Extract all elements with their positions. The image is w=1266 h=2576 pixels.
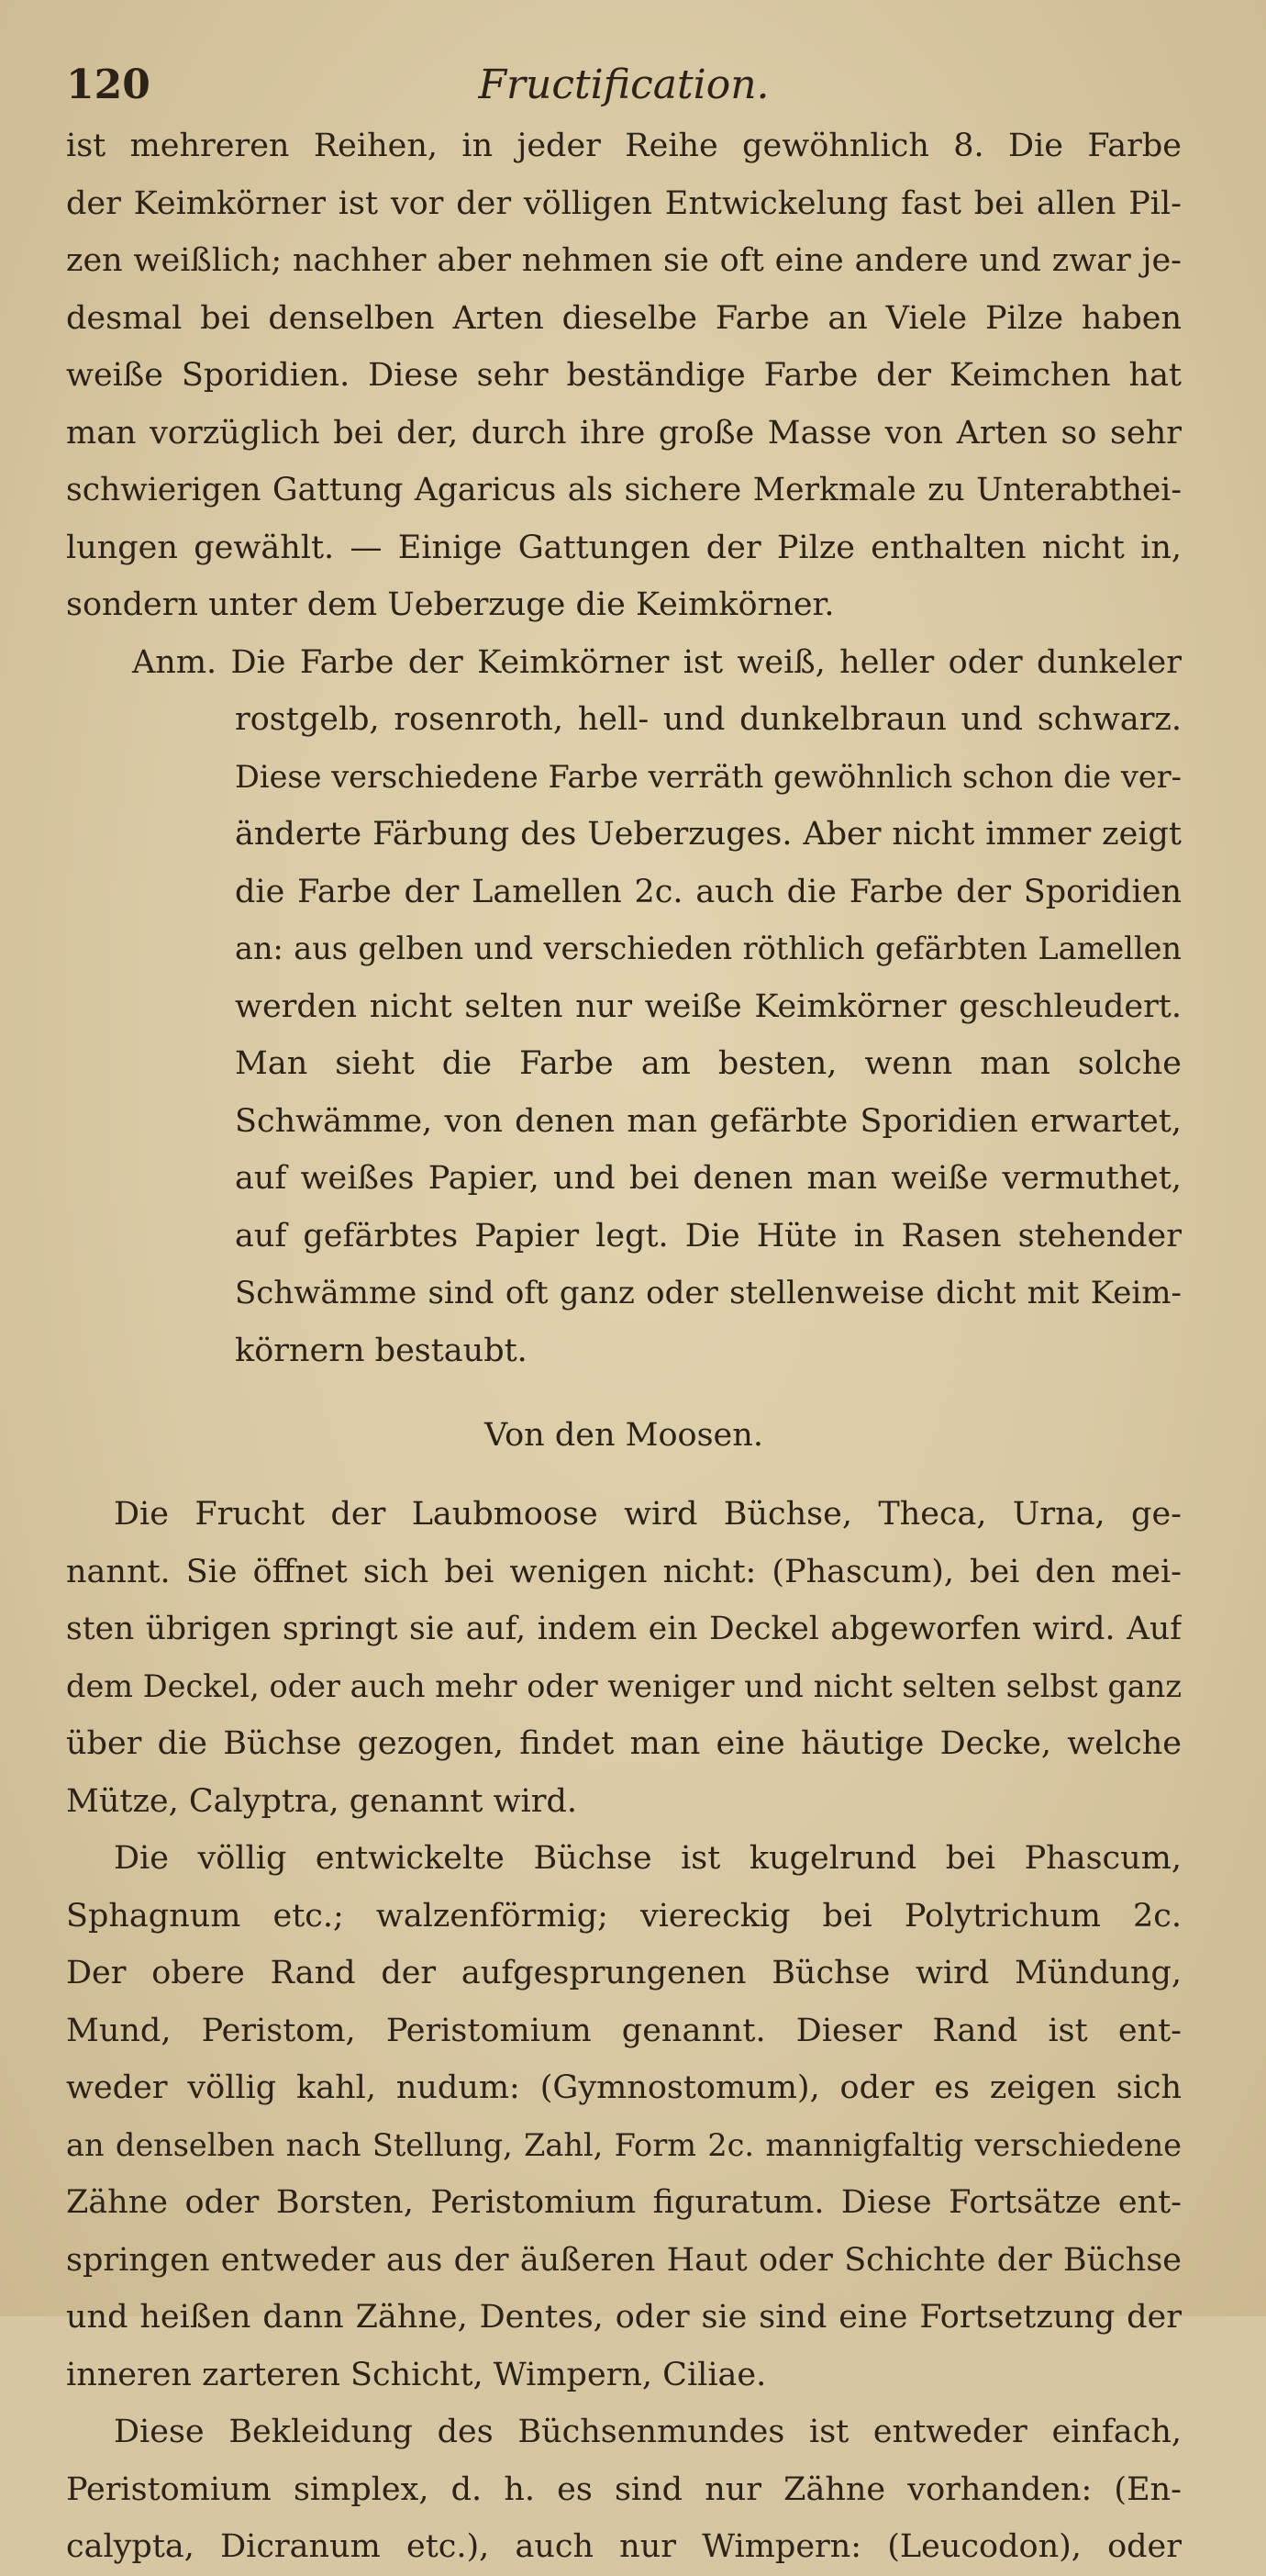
text-line: Mütze, Calyptra, genannt wird. (66, 1782, 577, 1820)
paragraph-1 (66, 117, 1182, 634)
text-line: Die Frucht der Laubmoose wird Büchse, Theca, Urna, ge- (114, 1496, 1182, 1533)
text-line: Peristomium simplex, d. h. es sind nur Zähne vorhanden: (En- (66, 2470, 1182, 2508)
text-line: Anm. Die Farbe der Keimkörner ist weiß, heller oder dunkeler (132, 643, 1182, 681)
text-line: ist mehreren Reihen, in jeder Reihe gewöhnlich 8. Die Farbe (66, 128, 1182, 164)
text-line: man vorzüglich bei der, durch ihre große Masse von Arten so sehr (66, 414, 1182, 452)
text-line: körnern bestaubt. (235, 1332, 528, 1369)
text-line: lungen gewählt. — Einige Gattungen der Pilze enthalten nicht in, (66, 529, 1182, 566)
text-line: über die Büchse gezogen, findet man eine häutige Decke, welche (66, 1725, 1182, 1762)
running-title: Fructification. (478, 61, 770, 108)
text-line: Schwämme, von denen man gefärbte Sporidien erwartet, (235, 1102, 1182, 1140)
text-line: calypta, Dicranum etc.), auch nur Wimpern: (Leucodon), oder (66, 2528, 1182, 2565)
text-line: Mund, Peristom, Peristomium genannt. Dieser Rand ist ent- (66, 2012, 1182, 2049)
text-line: der Keimkörner ist vor der völligen Entwickelung fast bei allen Pil- (66, 184, 1182, 222)
text-line: nannt. Sie öffnet sich bei wenigen nicht: (Phascum), bei den mei- (66, 1553, 1182, 1590)
annotation-note (66, 634, 1182, 1380)
paragraph-4 (66, 2403, 1182, 2576)
page-header (66, 53, 1182, 117)
paragraph-3 (66, 1830, 1182, 2403)
text-line: zen weißlich; nachher aber nehmen sie oft eine andere und zwar je- (66, 242, 1182, 279)
text-line: Die völlig entwickelte Büchse ist kugelrund bei Phascum, (114, 1840, 1182, 1877)
text-line: Diese Bekleidung des Büchsenmundes ist entweder einfach, (114, 2414, 1182, 2450)
text-line: und heißen dann Zähne, Dentes, oder sie sind eine Fortsetzung der (66, 2299, 1182, 2336)
text-line: inneren zarteren Schicht, Wimpern, Ciliae. (66, 2356, 767, 2393)
text-line: an denselben nach Stellung, Zahl, Form 2c. mannigfaltig verschiedene (66, 2126, 1182, 2163)
text-line: sondern unter dem Ueberzuge die Keimkörner. (66, 586, 835, 623)
text-line: dem Deckel, oder auch mehr oder weniger und nicht selten selbst ganz (66, 1667, 1182, 1704)
text-line: die Farbe der Lamellen 2c. auch die Farbe der Sporidien (235, 873, 1182, 910)
text-line: Man sieht die Farbe am besten, wenn man solche (235, 1045, 1182, 1082)
paragraph-2 (66, 1486, 1182, 1830)
text-line: auf gefärbtes Papier legt. Die Hüte in Rasen stehender (235, 1217, 1182, 1255)
text-line: werden nicht selten nur weiße Keimkörner geschleudert. (235, 987, 1182, 1025)
page-number: 120 (66, 61, 150, 108)
text-line: änderte Färbung des Ueberzuges. Aber nicht immer zeigt (235, 816, 1182, 853)
text-line: Der obere Rand der aufgesprungenen Büchse wird Mündung, (66, 1955, 1182, 1991)
text-line: sten übrigen springt sie auf, indem ein Deckel abgeworfen wird. Auf (66, 1611, 1182, 1647)
text-line: auf weißes Papier, und bei denen man weiße vermuthet, (235, 1160, 1182, 1197)
text-line: an: aus gelben und verschieden röthlich gefärbten Lamellen (235, 931, 1182, 966)
text-line: Sphagnum etc.; walzenförmig; viereckig bei Polytrichum 2c. (66, 1897, 1182, 1935)
page-body (66, 117, 1182, 2576)
text-line: desmal bei denselben Arten dieselbe Farbe an Viele Pilze haben (66, 299, 1182, 337)
text-line: springen entweder aus der äußeren Haut oder Schichte der Büchse (66, 2241, 1182, 2279)
text-line: rostgelb, rosenroth, hell- und dunkelbraun und schwarz. (235, 701, 1182, 738)
text-line: schwierigen Gattung Agaricus als sichere Merkmale zu Unterabthei- (66, 472, 1182, 508)
text-line: Schwämme sind oft ganz oder stellenweise dicht mit Keim- (235, 1275, 1182, 1311)
text-line: weder völlig kahl, nudum: (Gymnostomum), oder es zeigen sich (66, 2069, 1182, 2106)
text-line: Diese verschiedene Farbe verräth gewöhnlich schon die ver- (235, 758, 1182, 795)
section-heading: Von den Moosen. (484, 1417, 763, 1454)
text-line: Zähne oder Borsten, Peristomium figuratum. Diese Fortsätze ent- (66, 2184, 1182, 2221)
text-line: weiße Sporidien. Diese sehr beständige Farbe der Keimchen hat (66, 357, 1182, 394)
